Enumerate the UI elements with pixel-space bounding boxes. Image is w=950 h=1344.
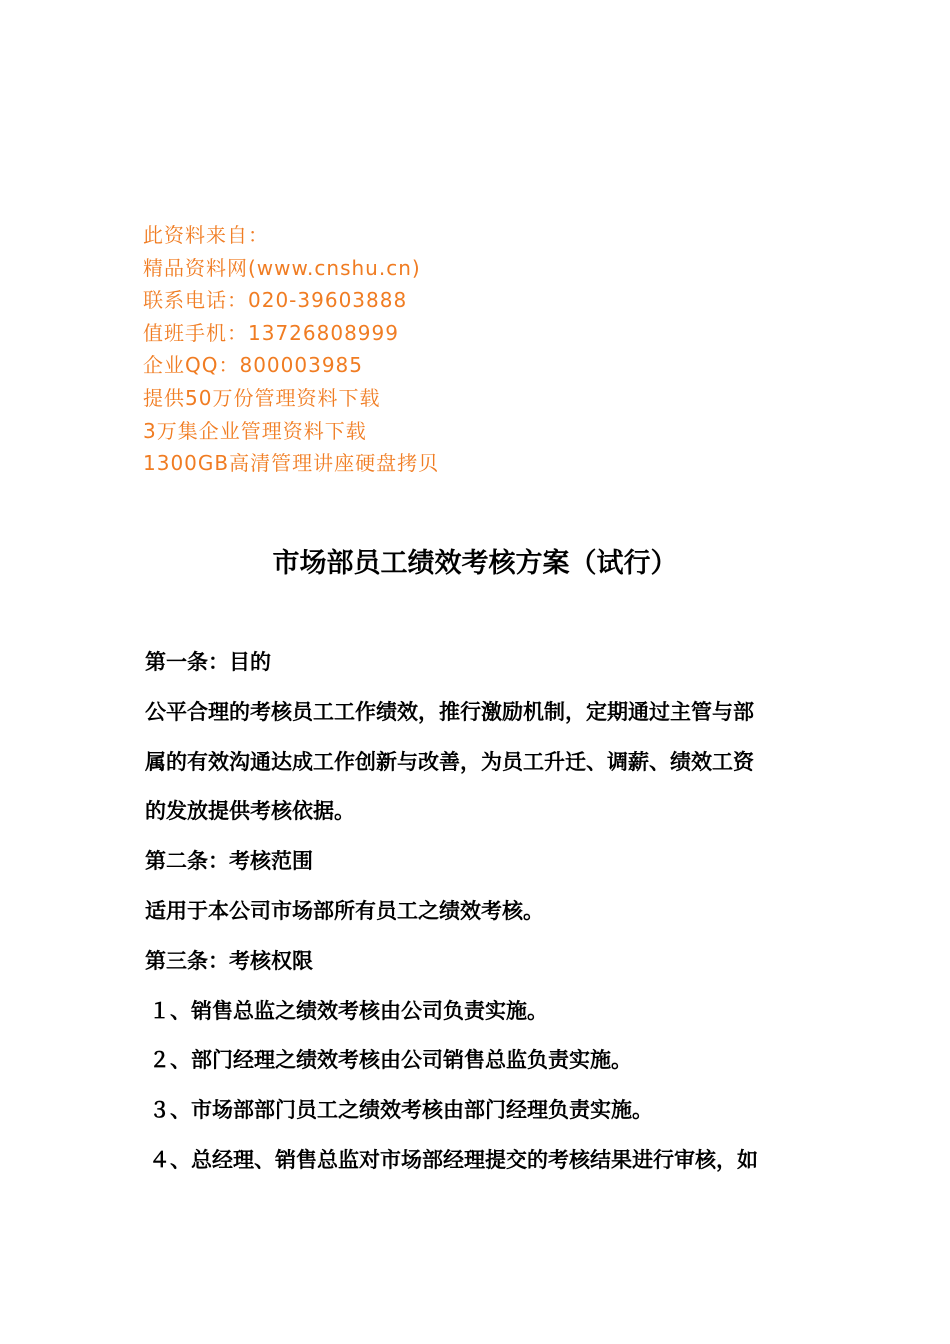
article-3-item: １、销售总监之绩效考核由公司负责实施。 xyxy=(149,997,548,1023)
article-2-text: 适用于本公司市场部所有员工之绩效考核。 xyxy=(145,897,544,923)
source-offer-3: 1300GB高清管理讲座硬盘拷贝 xyxy=(143,451,440,476)
document-title: 市场部员工绩效考核方案（试行） xyxy=(272,548,678,579)
article-3-item: ３、市场部部门员工之绩效考核由部门经理负责实施。 xyxy=(149,1097,653,1123)
article-2-heading: 第二条：考核范围 xyxy=(145,848,313,874)
source-heading: 此资料来自： xyxy=(143,223,269,247)
source-phone: 联系电话：020-39603888 xyxy=(143,288,408,313)
source-website: 精品资料网(www.cnshu.cn) xyxy=(143,255,421,280)
source-offer-1: 提供50万份管理资料下载 xyxy=(143,385,381,410)
source-qq: 企业QQ：800003985 xyxy=(143,353,364,378)
source-offer-2: 3万集企业管理资料下载 xyxy=(143,418,367,443)
document-body xyxy=(145,637,805,1185)
article-3-heading: 第三条：考核权限 xyxy=(145,947,313,973)
article-1-text-line: 属的有效沟通达成工作创新与改善，为员工升迁、调薪、绩效工资 xyxy=(145,748,754,774)
source-info-block xyxy=(143,219,783,480)
source-mobile: 值班手机：13726808999 xyxy=(143,320,399,345)
article-1-heading: 第一条：目的 xyxy=(145,649,271,674)
article-1-text-line: 的发放提供考核依据。 xyxy=(145,798,355,824)
article-3-item: ４、总经理、销售总监对市场部经理提交的考核结果进行审核，如 xyxy=(149,1146,758,1172)
article-3-item: ２、部门经理之绩效考核由公司销售总监负责实施。 xyxy=(149,1047,632,1073)
article-1-text-line: 公平合理的考核员工工作绩效，推行激励机制，定期通过主管与部 xyxy=(145,698,754,724)
